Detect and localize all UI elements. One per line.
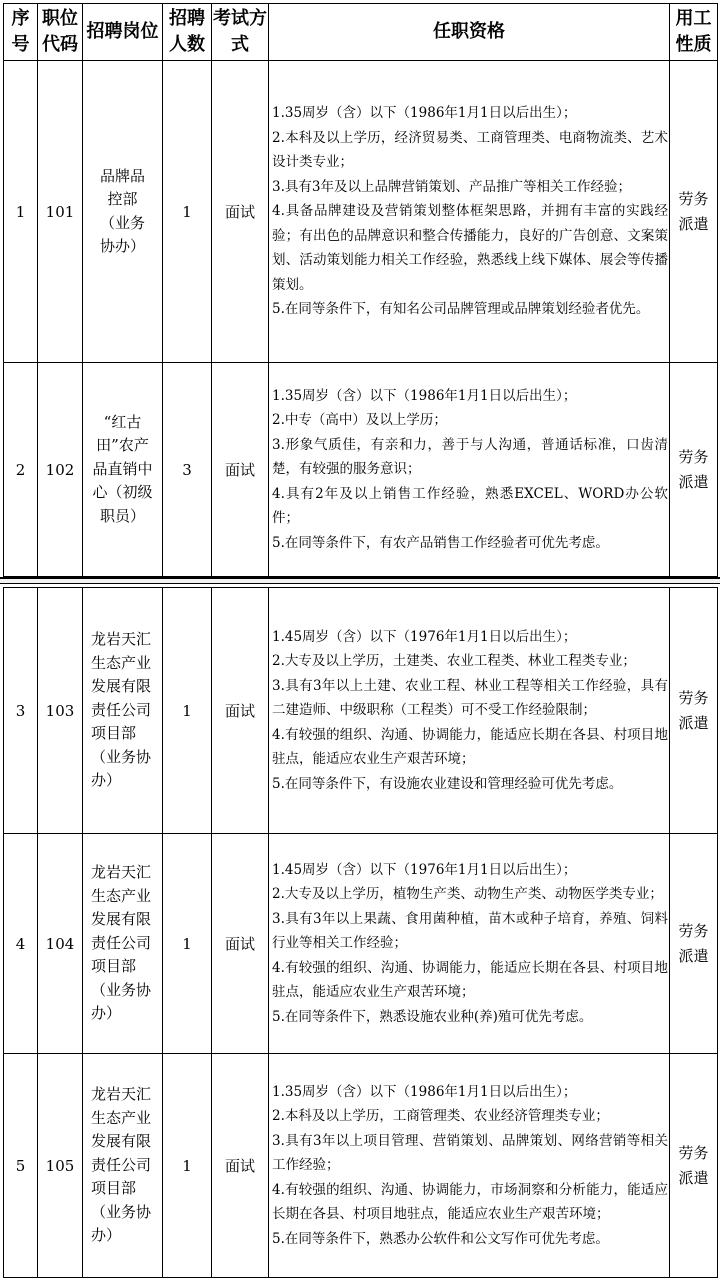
requirement-item: 5.在同等条件下，熟悉设施农业种(养)殖可优先考虑。 bbox=[272, 1008, 593, 1025]
table-header-row bbox=[4, 4, 718, 61]
cell-no: 1 bbox=[4, 61, 38, 363]
requirement-item: 5.在同等条件下，熟悉办公软件和公文写作可优先考虑。 bbox=[272, 1230, 609, 1247]
header-count: 招聘人数 bbox=[163, 4, 212, 61]
requirement-item: 4.有较强的组织、沟通、协调能力，市场洞察和分析能力，能适应长期在各县、村项目地驻点，能适应农业生产艰苦环境； bbox=[272, 1181, 668, 1223]
header-post: 招聘岗位 bbox=[83, 4, 163, 61]
cell-code: 104 bbox=[38, 834, 83, 1054]
cell-exam: 面试 bbox=[212, 588, 269, 834]
requirement-item: 2.大专及以上学历，植物生产类、动物生产类、动物医学类专业； bbox=[272, 886, 663, 903]
cell-employment-type: 劳务派遣 bbox=[670, 1054, 718, 1278]
requirement-item: 2.本科及以上学历，工商管理类、农业经济管理类专业； bbox=[272, 1108, 609, 1125]
cell-post: 龙岩天汇生态产业发展有限责任公司项目部（业务协办） bbox=[83, 834, 163, 1054]
cell-exam: 面试 bbox=[212, 363, 269, 577]
cell-requirements bbox=[269, 1054, 670, 1278]
cell-requirements bbox=[269, 588, 670, 834]
cell-requirements bbox=[269, 834, 670, 1054]
header-code: 职位代码 bbox=[38, 4, 83, 61]
cell-employment-type: 劳务派遣 bbox=[670, 61, 718, 363]
header-exam: 考试方式 bbox=[212, 4, 269, 61]
requirement-item: 5.在同等条件下，有农产品销售工作经验者可优先考虑。 bbox=[272, 534, 609, 551]
header-no: 序号 bbox=[4, 4, 38, 61]
cell-code: 103 bbox=[38, 588, 83, 834]
cell-no: 2 bbox=[4, 363, 38, 577]
cell-post: 龙岩天汇生态产业发展有限责任公司项目部（业务协办） bbox=[83, 1054, 163, 1278]
table-row bbox=[4, 363, 718, 577]
cell-employment-type: 劳务派遣 bbox=[670, 588, 718, 834]
cell-count: 1 bbox=[163, 1054, 212, 1278]
cell-exam: 面试 bbox=[212, 61, 269, 363]
requirement-item: 3.具有3年以上项目管理、营销策划、品牌策划、网络营销等相关工作经验； bbox=[272, 1132, 668, 1174]
requirement-item: 4.有较强的组织、沟通、协调能力，能适应长期在各县、村项目地驻点，能适应农业生产艰苦环境； bbox=[272, 959, 668, 1001]
cell-post: “红古田”农产品直销中心（初级职员） bbox=[83, 363, 163, 577]
requirement-item: 2.大专及以上学历，土建类、农业工程类、林业工程类专业； bbox=[272, 653, 636, 670]
requirement-item: 4.具有2年及以上销售工作经验，熟悉EXCEL、WORD办公软件； bbox=[272, 485, 668, 527]
cell-count: 3 bbox=[163, 363, 212, 577]
requirement-item: 3.具有3年以上果蔬、食用菌种植，苗木或种子培育，养殖、饲料行业等相关工作经验； bbox=[272, 910, 668, 952]
recruitment-table-part1 bbox=[3, 3, 718, 577]
requirement-item: 3.具有3年及以上品牌营销策划、产品推广等相关工作经验； bbox=[272, 178, 631, 195]
cell-employment-type: 劳务派遣 bbox=[670, 363, 718, 577]
cell-post: 品牌品控部（业务协办） bbox=[83, 61, 163, 363]
requirement-item: 1.35周岁（含）以下（1986年1月1日以后出生）； bbox=[272, 1083, 577, 1100]
cell-requirements bbox=[269, 61, 670, 363]
cell-count: 1 bbox=[163, 588, 212, 834]
cell-post: 龙岩天汇生态产业发展有限责任公司项目部（业务协办） bbox=[83, 588, 163, 834]
requirement-item: 3.形象气质佳，有亲和力，善于与人沟通，普通话标准，口齿清楚，有较强的服务意识； bbox=[272, 436, 668, 478]
header-req: 任职资格 bbox=[269, 4, 670, 61]
requirement-item: 1.35周岁（含）以下（1986年1月1日以后出生）； bbox=[272, 105, 577, 122]
requirement-item: 4.具备品牌建设及营销策划整体框架思路，并拥有丰富的实践经验；有出色的品牌意识和整合传播能力，良好的广告创意、文案策划、活动策划能力相关工作经验，熟悉线上线下媒体、展会等传播策划。 bbox=[272, 203, 668, 293]
cell-exam: 面试 bbox=[212, 834, 269, 1054]
requirement-item: 2.中专（高中）及以上学历； bbox=[272, 412, 447, 429]
cell-exam: 面试 bbox=[212, 1054, 269, 1278]
cell-code: 101 bbox=[38, 61, 83, 363]
cell-no: 3 bbox=[4, 588, 38, 834]
cell-employment-type: 劳务派遣 bbox=[670, 834, 718, 1054]
recruitment-table-part2 bbox=[3, 587, 718, 1278]
table-row bbox=[4, 834, 718, 1054]
header-type: 用工性质 bbox=[670, 4, 718, 61]
cell-requirements bbox=[269, 363, 670, 577]
requirement-item: 1.35周岁（含）以下（1986年1月1日以后出生）； bbox=[272, 387, 577, 404]
cell-no: 5 bbox=[4, 1054, 38, 1278]
cell-count: 1 bbox=[163, 834, 212, 1054]
requirement-item: 1.45周岁（含）以下（1976年1月1日以后出生）； bbox=[272, 628, 577, 645]
cell-count: 1 bbox=[163, 61, 212, 363]
table-row bbox=[4, 588, 718, 834]
requirement-item: 5.在同等条件下，有设施农业建设和管理经验可优先考虑。 bbox=[272, 775, 623, 792]
requirement-item: 3.具有3年以上土建、农业工程、林业工程等相关工作经验，具有二建造师、中级职称（工程类）可不受工作经验限制； bbox=[272, 677, 668, 719]
page-break-divider bbox=[0, 577, 720, 584]
requirement-item: 4.有较强的组织、沟通、协调能力，能适应长期在各县、村项目地驻点，能适应农业生产艰苦环境； bbox=[272, 726, 668, 768]
requirement-item: 5.在同等条件下，有知名公司品牌管理或品牌策划经验者优先。 bbox=[272, 301, 650, 318]
requirement-item: 2.本科及以上学历，经济贸易类、工商管理类、电商物流类、艺术设计类专业； bbox=[272, 129, 668, 171]
table-row bbox=[4, 61, 718, 363]
cell-code: 105 bbox=[38, 1054, 83, 1278]
requirement-item: 1.45周岁（含）以下（1976年1月1日以后出生）； bbox=[272, 861, 577, 878]
cell-code: 102 bbox=[38, 363, 83, 577]
cell-no: 4 bbox=[4, 834, 38, 1054]
table-row bbox=[4, 1054, 718, 1278]
